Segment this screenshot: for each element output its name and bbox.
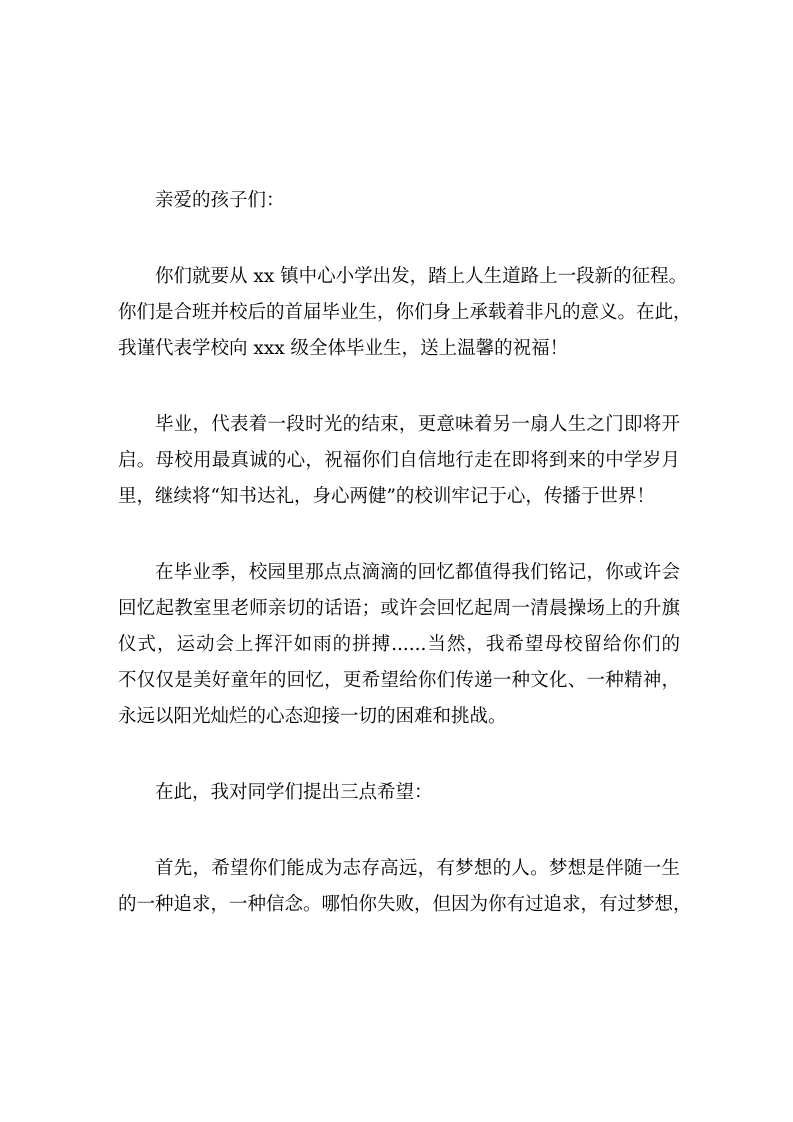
paragraph-line: 不仅仅是美好童年的回忆，更希望给你们传递一种文化、一种精神，	[118, 670, 680, 691]
greeting-line: 亲爱的孩子们：	[155, 190, 285, 211]
paragraph-line: 我谨代表学校向 xxx 级全体毕业生，送上温馨的祝福！	[118, 338, 569, 359]
paragraph-2	[118, 407, 680, 515]
paragraph-line: 仪式，运动会上挥汗如雨的拼搏......当然，我希望母校留给你们的	[118, 634, 680, 655]
paragraph-line: 你们就要从 xx 镇中心小学出发，踏上人生道路上一段新的征程。	[155, 266, 688, 287]
paragraph-line: 永远以阳光灿烂的心态迎接一切的困难和挑战。	[118, 706, 507, 727]
paragraph-3	[118, 555, 680, 735]
paragraph-5	[118, 851, 692, 923]
paragraph-line: 在此，我对同学们提出三点希望：	[155, 782, 433, 803]
paragraph-line: 首先，希望你们能成为志存高远，有梦想的人。梦想是伴随一生	[155, 858, 680, 879]
letter-body	[118, 183, 692, 923]
paragraph-line: 回忆起教室里老师亲切的话语；或许会回忆起周一清晨操场上的升旗	[118, 598, 680, 619]
paragraph-line: 启。母校用最真诚的心，祝福你们自信地行走在即将到来的中学岁月	[118, 450, 680, 471]
paragraph-1	[118, 259, 692, 367]
paragraph-line: 里，继续将“知书达礼，身心两健”的校训牢记于心，传播于世界！	[118, 486, 655, 507]
paragraph-4	[118, 775, 680, 811]
paragraph-line: 在毕业季，校园里那点点滴滴的回忆都值得我们铭记，你或许会	[155, 562, 680, 583]
paragraph-line: 的一种追求，一种信念。哪怕你失败，但因为你有过追求，有过梦想，	[118, 894, 692, 915]
greeting-paragraph	[118, 183, 680, 219]
paragraph-line: 毕业，代表着一段时光的结束，更意味着另一扇人生之门即将开	[155, 414, 680, 435]
paragraph-line: 你们是合班并校后的首届毕业生，你们身上承载着非凡的意义。在此，	[118, 302, 692, 323]
